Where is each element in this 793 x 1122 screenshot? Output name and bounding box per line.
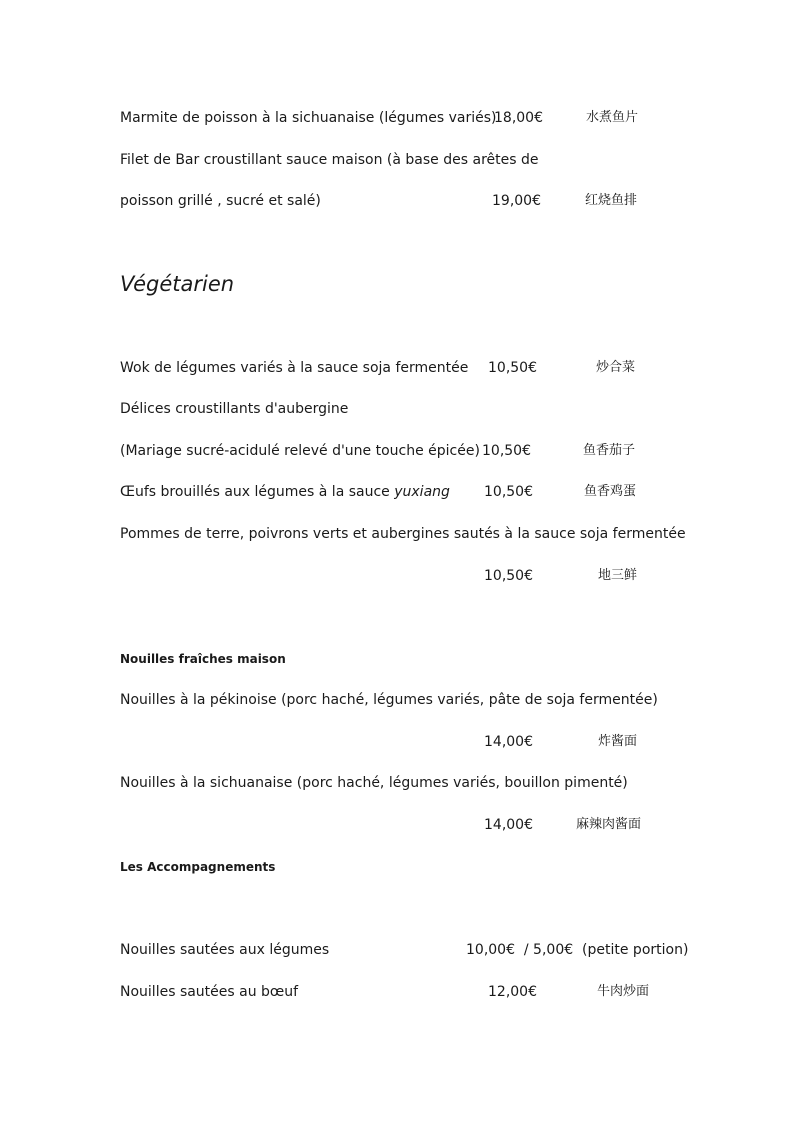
vegetarian-item-2-chinese: 鱼香茄子 bbox=[583, 443, 636, 458]
noodles-item-1-name: Nouilles à la pékinoise (porc haché, légumes variés, pâte de soja fermentée) bbox=[120, 692, 658, 708]
section-title-noodles: Nouilles fraîches maison bbox=[120, 652, 286, 666]
vegetarian-item-4-name: Pommes de terre, poivrons verts et aubergines sautés à la sauce soja fermentée bbox=[120, 526, 686, 542]
fish-item-1-chinese: 水煮鱼片 bbox=[586, 110, 639, 125]
fish-item-2-chinese: 红烧鱼排 bbox=[585, 193, 638, 208]
vegetarian-item-2-line-2: (Mariage sucré-acidulé relevé d'une touche épicée) bbox=[120, 443, 480, 459]
section-title-sides: Les Accompagnements bbox=[120, 860, 276, 874]
vegetarian-item-4-price: 10,50€ bbox=[484, 568, 533, 584]
vegetarian-item-4-chinese: 地三鲜 bbox=[598, 568, 638, 583]
fish-item-2-line-1: Filet de Bar croustillant sauce maison (à base des arêtes de bbox=[120, 152, 539, 168]
vegetarian-item-2-line-1: Délices croustillants d'aubergine bbox=[120, 401, 349, 417]
vegetarian-item-3-chinese: 鱼香鸡蛋 bbox=[584, 484, 637, 499]
fish-item-2-price: 19,00€ bbox=[492, 193, 541, 209]
vegetarian-item-1-chinese: 炒合菜 bbox=[596, 360, 636, 375]
vegetarian-item-3-name bbox=[120, 483, 450, 501]
noodles-item-2-chinese: 麻辣肉酱面 bbox=[576, 817, 642, 832]
fish-item-1-name: Marmite de poisson à la sichuanaise (légumes variés) bbox=[120, 110, 497, 126]
noodles-item-1-price: 14,00€ bbox=[484, 734, 533, 750]
fish-item-2-line-2: poisson grillé , sucré et salé) bbox=[120, 193, 321, 209]
vegetarian-item-3-name-text: Œufs brouillés aux légumes à la sauce bbox=[120, 484, 395, 500]
vegetarian-item-2-price: 10,50€ bbox=[482, 443, 531, 459]
vegetarian-item-1-price: 10,50€ bbox=[488, 360, 537, 376]
vegetarian-item-1-name: Wok de légumes variés à la sauce soja fermentée bbox=[120, 360, 469, 376]
noodles-item-2-name: Nouilles à la sichuanaise (porc haché, légumes variés, bouillon pimenté) bbox=[120, 775, 628, 791]
fish-item-1-price: 18,00€ bbox=[494, 110, 543, 126]
sides-item-1-name: Nouilles sautées aux légumes bbox=[120, 942, 330, 958]
sides-item-2-price: 12,00€ bbox=[488, 984, 537, 1000]
vegetarian-item-3-name-italic: yuxiang bbox=[394, 484, 450, 500]
noodles-item-1-chinese: 炸酱面 bbox=[598, 734, 638, 749]
sides-item-1-price: 10,00€ / 5,00€ (petite portion) bbox=[466, 942, 689, 958]
noodles-item-2-price: 14,00€ bbox=[484, 817, 533, 833]
sides-item-2-chinese: 牛肉炒面 bbox=[597, 984, 650, 999]
vegetarian-item-3-price: 10,50€ bbox=[484, 484, 533, 500]
section-title-vegetarian: Végétarien bbox=[120, 272, 235, 296]
sides-item-2-name: Nouilles sautées au bœuf bbox=[120, 984, 299, 1000]
